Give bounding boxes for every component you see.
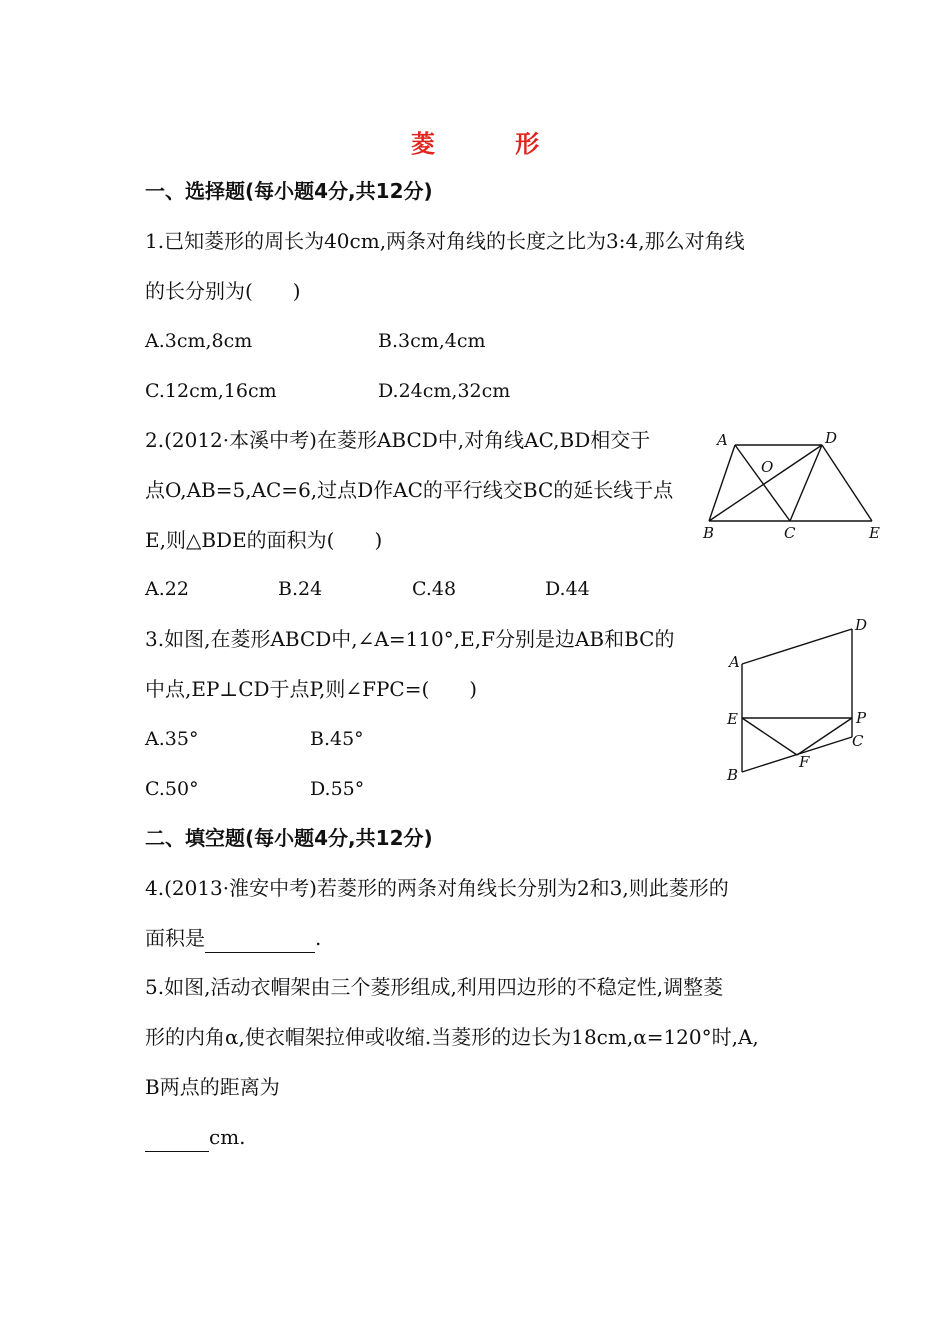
q3-option-b[interactable]: B.45°	[310, 728, 364, 750]
q3-option-c[interactable]: C.50°	[145, 778, 199, 800]
q4-prefix: 面积是	[145, 926, 205, 950]
q3-segment-ef	[742, 718, 797, 755]
q3-label-p: P	[856, 709, 867, 727]
q3-label-a: A	[729, 653, 740, 671]
q2-option-b[interactable]: B.24	[278, 578, 323, 600]
q5-text-line1: 5.如图,活动衣帽架由三个菱形组成,利用四边形的不稳定性,调整菱	[145, 975, 724, 999]
section-heading-choice: 一、选择题(每小题4分,共12分)	[145, 179, 433, 203]
q5-text-line4	[145, 1122, 246, 1152]
q1-option-a[interactable]: A.3cm,8cm	[145, 330, 253, 352]
q5-answer-blank[interactable]	[145, 1129, 209, 1152]
q2-text-line2: 点O,AB=5,AC=6,过点D作AC的平行线交BC的延长线于点	[145, 478, 674, 502]
q1-option-d[interactable]: D.24cm,32cm	[378, 380, 511, 402]
page-title: 菱 形	[410, 130, 576, 158]
q1-option-b[interactable]: B.3cm,4cm	[378, 330, 486, 352]
section-heading-fill: 二、填空题(每小题4分,共12分)	[145, 826, 433, 850]
q4-text-line2	[145, 923, 321, 953]
q3-label-f: F	[799, 753, 810, 771]
q3-label-c: C	[852, 732, 864, 750]
q4-answer-blank[interactable]	[205, 930, 315, 953]
q3-label-e: E	[727, 710, 738, 728]
q3-segment-ad	[742, 629, 852, 664]
q2-label-c: C	[784, 524, 796, 542]
q2-label-a: A	[717, 431, 728, 449]
q2-label-e: E	[869, 524, 880, 542]
q2-option-c[interactable]: C.48	[412, 578, 457, 600]
q2-option-d[interactable]: D.44	[545, 578, 590, 600]
q5-text-line2: 形的内角α,使衣帽架拉伸或收缩.当菱形的边长为18cm,α=120°时,A,	[145, 1025, 759, 1049]
q2-text-line3: E,则△BDE的面积为( )	[145, 528, 383, 552]
q2-segment-ac	[735, 445, 790, 521]
q1-option-c[interactable]: C.12cm,16cm	[145, 380, 277, 402]
q1-text-line1: 1.已知菱形的周长为40cm,两条对角线的长度之比为3:4,那么对角线	[145, 229, 745, 253]
q3-text-line2: 中点,EP⊥CD于点P,则∠FPC=( )	[145, 677, 478, 701]
q2-segment-ab	[709, 445, 735, 521]
q1-text-line2: 的长分别为( )	[145, 279, 301, 303]
q3-text-line1: 3.如图,在菱形ABCD中,∠A=110°,E,F分别是边AB和BC的	[145, 627, 675, 651]
q2-label-d: D	[825, 429, 838, 447]
q4-text-line1: 4.(2013·淮安中考)若菱形的两条对角线长分别为2和3,则此菱形的	[145, 876, 729, 900]
q3-segment-fp	[797, 718, 852, 755]
q5-suffix: cm.	[209, 1125, 246, 1149]
q2-label-o: O	[761, 458, 774, 476]
q2-text-line1: 2.(2012·本溪中考)在菱形ABCD中,对角线AC,BD相交于	[145, 428, 651, 452]
q2-segment-de	[822, 445, 872, 521]
q3-label-d: D	[855, 616, 868, 634]
q4-suffix: .	[315, 926, 322, 950]
q2-segment-bd	[709, 445, 822, 521]
q5-text-line3: B两点的距离为	[145, 1075, 280, 1099]
q3-option-d[interactable]: D.55°	[310, 778, 365, 800]
q2-label-b: B	[703, 524, 715, 542]
q3-figure	[720, 612, 880, 787]
q3-label-b: B	[727, 766, 739, 784]
q2-figure	[695, 425, 895, 545]
q2-option-a[interactable]: A.22	[145, 578, 189, 600]
q3-option-a[interactable]: A.35°	[145, 728, 199, 750]
